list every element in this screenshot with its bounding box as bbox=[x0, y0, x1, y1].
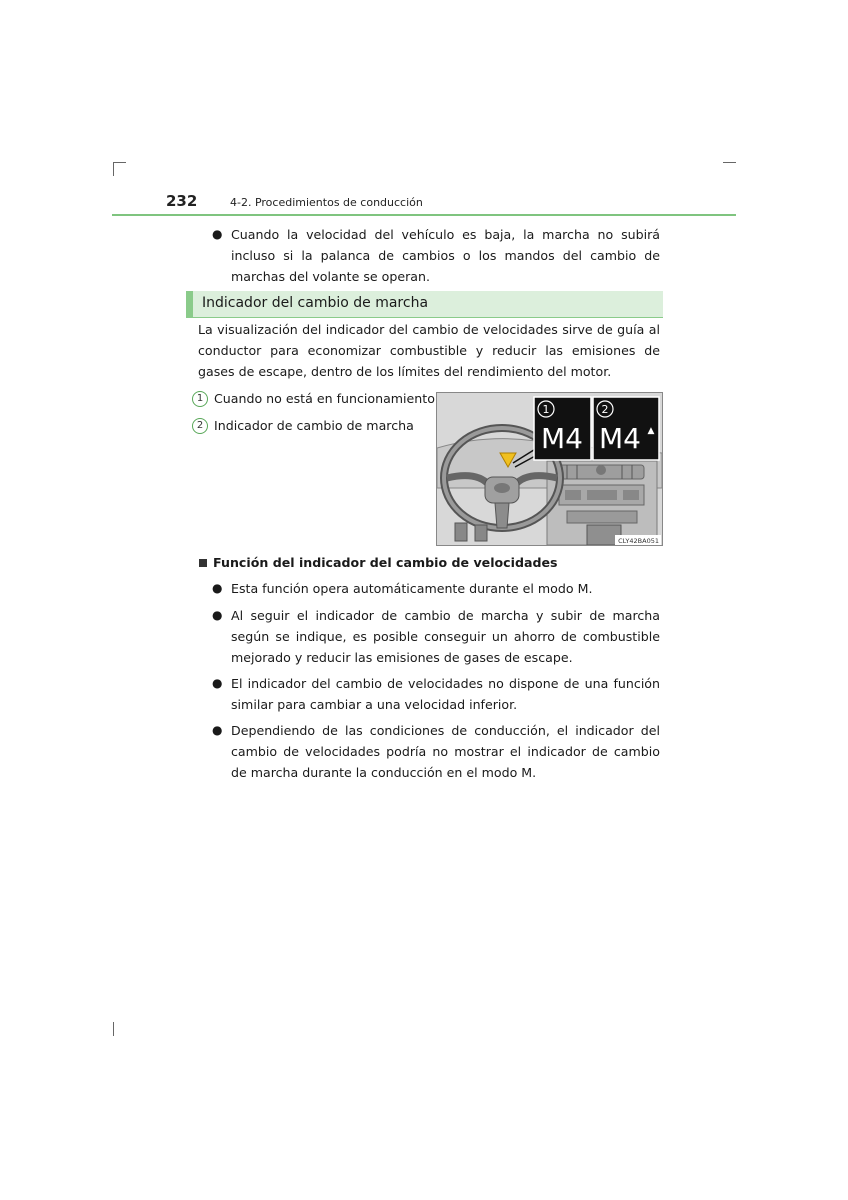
section-reference: 4-2. Procedimientos de conducción bbox=[230, 196, 423, 209]
bullet-text: Al seguir el indicador de cambio de marcha y subir de marcha según se indique, es posible conseguir un ahorro de combustible mejorado y reducir las emisiones de gases de escape. bbox=[231, 608, 660, 665]
section-heading bbox=[186, 291, 663, 317]
section-heading-rule bbox=[186, 317, 663, 318]
callout-label: Cuando no está en funcionamiento bbox=[214, 390, 435, 406]
dashboard-drawing bbox=[437, 393, 662, 545]
bullet-dot: ● bbox=[212, 608, 223, 622]
upshift-arrow-icon: ▲ bbox=[647, 426, 655, 436]
page-number: 232 bbox=[166, 192, 198, 210]
figure-code: CLY42BA051 bbox=[618, 537, 659, 545]
crop-mark-bottom-left-v bbox=[113, 1022, 114, 1036]
crop-mark-top-right-h bbox=[723, 162, 736, 163]
dashboard-illustration bbox=[436, 392, 663, 546]
bullet-text: El indicador del cambio de velocidades no dispone de una función similar para cambiar a una velocidad inferior. bbox=[231, 676, 660, 712]
display-1-gear: M4 bbox=[541, 422, 583, 455]
display-1-number: 1 bbox=[542, 403, 550, 416]
square-bullet-icon bbox=[199, 559, 207, 567]
subsection-heading bbox=[199, 554, 558, 570]
crop-mark-top-left-v bbox=[113, 162, 114, 176]
page-header bbox=[112, 190, 736, 216]
display-2-number: 2 bbox=[601, 403, 609, 416]
crop-mark-top-left-h bbox=[113, 162, 126, 163]
sub-bullet-4 bbox=[212, 720, 660, 783]
sub-bullet-1 bbox=[212, 578, 660, 599]
subsection-title: Función del indicador del cambio de velocidades bbox=[213, 555, 558, 570]
callout-label: Indicador de cambio de marcha bbox=[214, 417, 414, 433]
bullet-dot: ● bbox=[212, 227, 223, 241]
section-title: Indicador del cambio de marcha bbox=[202, 295, 429, 311]
callout-1 bbox=[192, 390, 435, 407]
top-bullet bbox=[212, 224, 660, 287]
callout-number: 1 bbox=[192, 391, 208, 407]
callout-number: 2 bbox=[192, 418, 208, 434]
section-intro: La visualización del indicador del cambio de velocidades sirve de guía al conductor para economizar combustible y reducir las emisiones de gases de escape, dentro de los límites del rendimiento del motor. bbox=[198, 322, 660, 379]
bullet-dot: ● bbox=[212, 581, 223, 595]
sub-bullet-3 bbox=[212, 673, 660, 715]
bullet-dot: ● bbox=[212, 676, 223, 690]
callout-2 bbox=[192, 417, 414, 434]
bullet-dot: ● bbox=[212, 723, 223, 737]
bullet-text: Esta función opera automáticamente durante el modo M. bbox=[231, 581, 593, 596]
bullet-text: Cuando la velocidad del vehículo es baja, la marcha no subirá incluso si la palanca de cambios o los mandos del cambio de marchas del volante se operan. bbox=[231, 227, 660, 284]
display-2-gear: M4 bbox=[599, 422, 641, 455]
bullet-text: Dependiendo de las condiciones de conducción, el indicador del cambio de velocidades podría no mostrar el indicador de cambio de marcha durante la conducción en el modo M. bbox=[231, 723, 660, 780]
header-rule bbox=[112, 214, 736, 216]
sub-bullet-2 bbox=[212, 605, 660, 668]
